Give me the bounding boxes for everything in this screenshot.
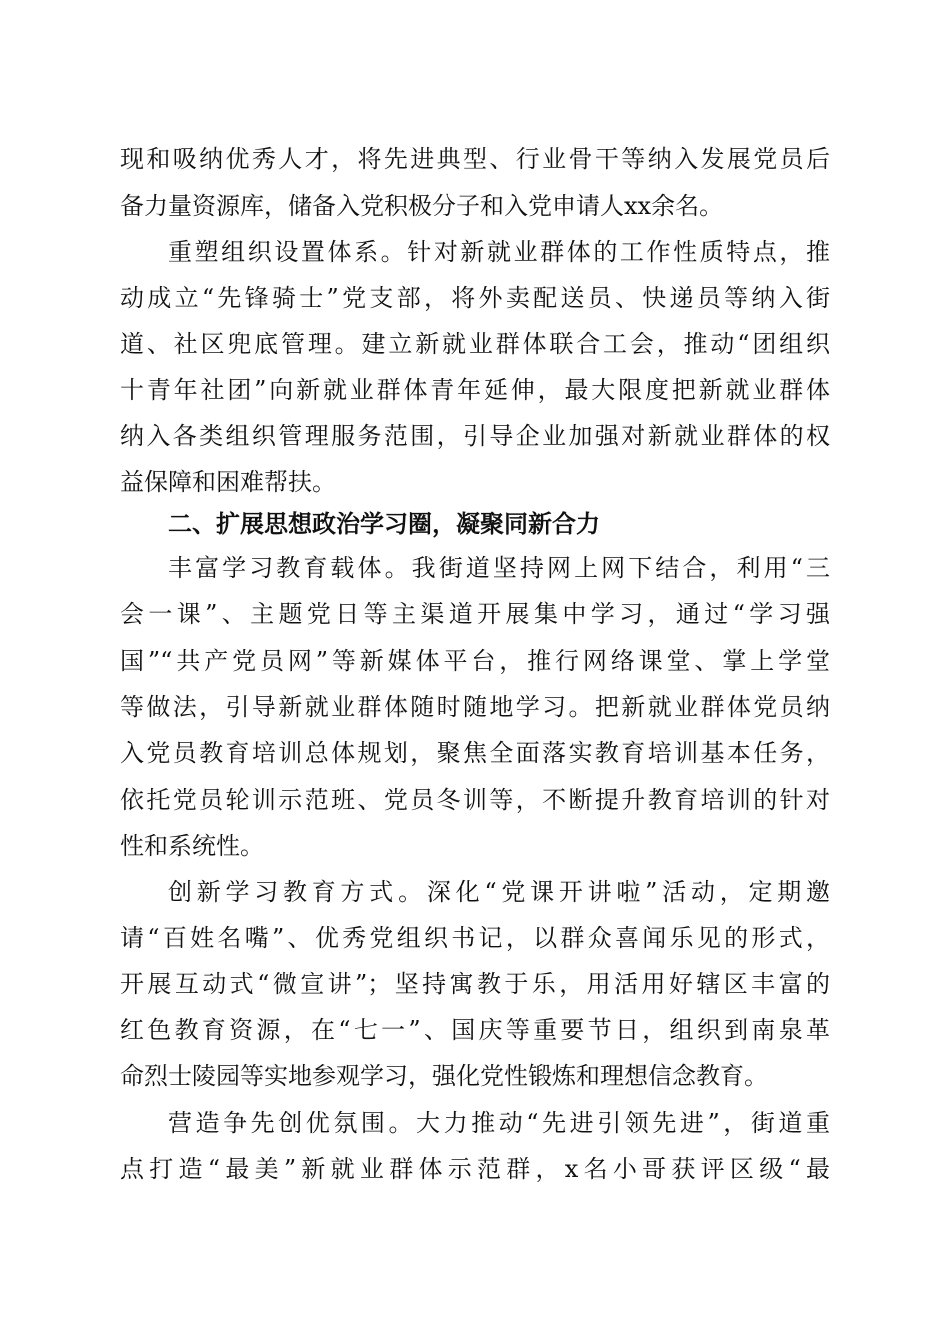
section-heading: 二、扩展思想政治学习圈，凝聚同新合力: [168, 510, 600, 538]
text-line: 点打造“最美”新就业群体示范群，x名小哥获评区级“最: [120, 1155, 830, 1183]
text-line: 动成立“先锋骑士”党支部，将外卖配送员、快递员等纳入街: [120, 284, 830, 312]
text-line: 国”“共产党员网”等新媒体平台，推行网络课堂、掌上学堂: [120, 647, 830, 675]
text-line: 会一课”、主题党日等主渠道开展集中学习，通过“学习强: [120, 600, 830, 628]
paragraph-start-line: 重塑组织设置体系。针对新就业群体的工作性质特点，推: [168, 238, 830, 266]
text-line: 现和吸纳优秀人才，将先进典型、行业骨干等纳入发展党员后: [120, 145, 830, 173]
text-line: 性和系统性。: [120, 832, 264, 860]
text-line: 命烈士陵园等实地参观学习，强化党性锻炼和理想信念教育。: [120, 1062, 768, 1090]
text-line: 纳入各类组织管理服务范围，引导企业加强对新就业群体的权: [120, 422, 830, 450]
paragraph-start-line: 营造争先创优氛围。大力推动“先进引领先进”，街道重: [168, 1109, 830, 1137]
text-line: 十青年社团”向新就业群体青年延伸，最大限度把新就业群体: [120, 376, 830, 404]
paragraph-start-line: 丰富学习教育载体。我街道坚持网上网下结合，利用“三: [168, 554, 830, 582]
text-line: 请“百姓名嘴”、优秀党组织书记，以群众喜闻乐见的形式，: [120, 924, 830, 952]
text-line: 入党员教育培训总体规划，聚焦全面落实教育培训基本任务，: [120, 739, 830, 767]
text-line: 道、社区兜底管理。建立新就业群体联合工会，推动“团组织: [120, 330, 830, 358]
text-line: 依托党员轮训示范班、党员冬训等，不断提升教育培训的针对: [120, 786, 830, 814]
text-line: 备力量资源库，储备入党积极分子和入党申请人xx余名。: [120, 192, 724, 220]
text-line: 红色教育资源，在“七一”、国庆等重要节日，组织到南泉革: [120, 1016, 830, 1044]
text-line: 开展互动式“微宣讲”；坚持寓教于乐，用活用好辖区丰富的: [120, 970, 830, 998]
paragraph-start-line: 创新学习教育方式。深化“党课开讲啦”活动，定期邀: [168, 878, 830, 906]
text-line: 益保障和困难帮扶。: [120, 468, 336, 496]
text-line: 等做法，引导新就业群体随时随地学习。把新就业群体党员纳: [120, 693, 830, 721]
